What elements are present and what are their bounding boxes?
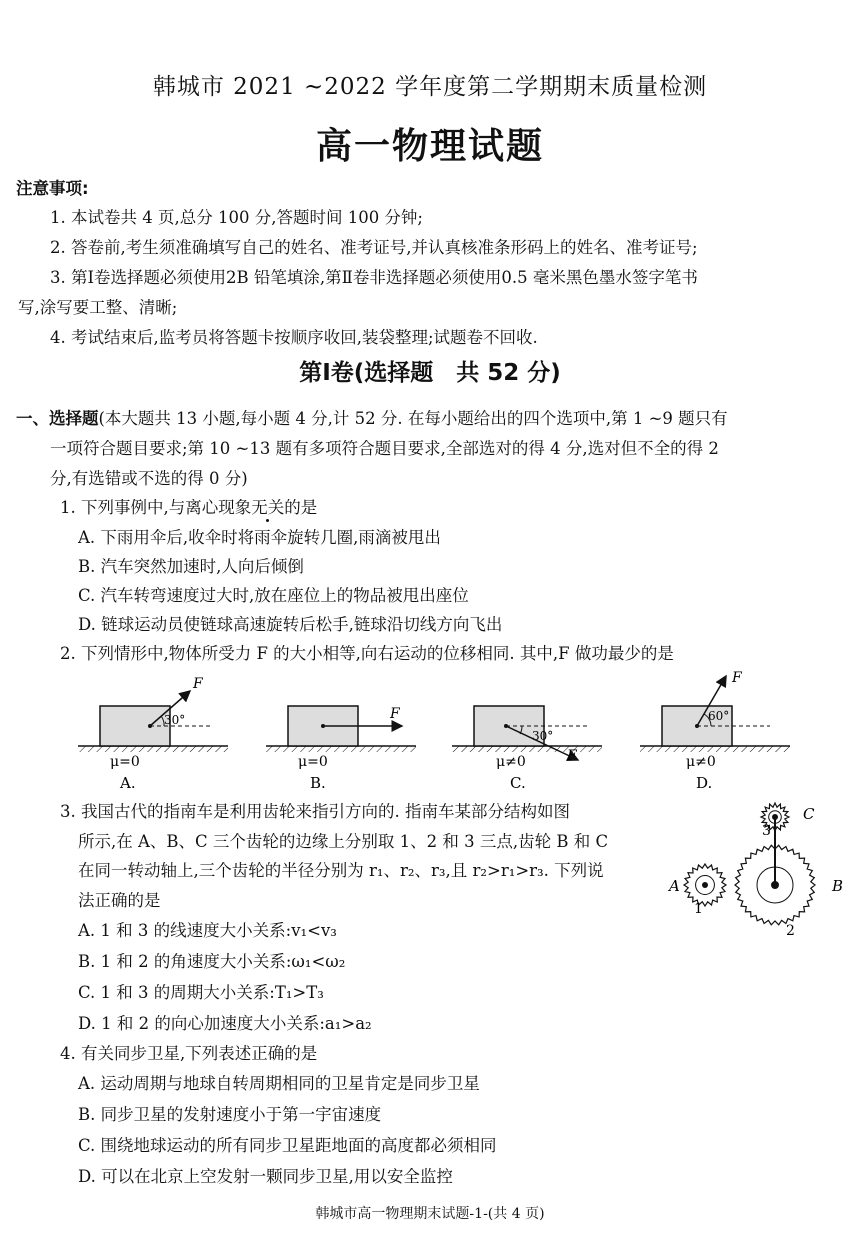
q1-stem [60,494,317,518]
q4-option-c: C. 围绕地球运动的所有同步卫星距地面的高度都必须相同 [78,1136,497,1155]
notice-item-3: 3. 第Ⅰ卷选择题必须使用2B 铅笔填涂,第Ⅱ卷非选择题必须使用0.5 毫米黑色墨水签字笔书 [50,268,698,287]
exam-title: 高一物理试题 [315,126,544,167]
q3-stem-line-4: 法正确的是 [78,891,161,910]
part1-intro-line-2: 一项符合题目要求;第 10 ~13 题有多项符合题目要求,全部选对的得 4 分,选对但不全的得 2 [50,439,719,458]
page-footer: 韩城市高一物理期末试题-1-(共 4 页) [315,1206,545,1222]
q1-option-c: C. 汽车转弯速度过大时,放在座位上的物品被甩出座位 [78,586,469,605]
q2-fig-d [640,670,790,792]
notice-item-3-cont: 写,涂写要工整、清晰; [18,298,178,317]
q4-option-d: D. 可以在北京上空发射一颗同步卫星,用以安全监控 [78,1167,453,1186]
q3-point-2-label: 2 [786,923,795,939]
q3-point-1-label: 1 [694,901,703,917]
q2-fig-a [78,676,228,792]
section-title: 第Ⅰ卷(选择题 共 52 分) [299,360,561,386]
q1-stem-pre: 1. 下列事例中,与离心现象 [60,498,252,517]
q1-stem-post: 的是 [284,498,318,517]
part1-intro-line-1 [16,405,728,429]
q2-c-angle-label: 30° [532,729,554,743]
q2-b-force-label: F [390,706,400,722]
notice-heading: 注意事项: [16,179,89,198]
q2-a-caption: A. [120,774,136,792]
q4-option-b: B. 同步卫星的发射速度小于第一宇宙速度 [78,1105,382,1124]
part1-label: 一、选择题 [16,409,99,428]
q2-d-angle-label: 60° [708,709,730,723]
q3-option-d: D. 1 和 2 的向心加速度大小关系:a₁>a₂ [78,1014,372,1033]
q2-c-caption: C. [510,774,526,792]
q2-force-diagrams [70,668,790,798]
part1-intro-line-3: 分,有选错或不选的得 0 分) [50,469,248,488]
q3-point-3-label: 3 [762,823,771,839]
q1-option-d: D. 链球运动员使链球高速旋转后松手,链球沿切线方向飞出 [78,615,503,634]
q2-fig-b [266,706,416,792]
q1-stem-emphasis: 无关 [251,498,285,517]
q2-c-force-label: F [567,748,577,764]
q2-c-mu-label: μ≠0 [496,754,526,770]
q2-d-mu-label: μ≠0 [686,754,716,770]
q1-option-b: B. 汽车突然加速时,人向后倾倒 [78,557,304,576]
q3-stem-line-3: 在同一转动轴上,三个齿轮的半径分别为 r₁、r₂、r₃,且 r₂>r₁>r₃. 下列说 [78,861,604,880]
notice-item-1: 1. 本试卷共 4 页,总分 100 分,答题时间 100 分钟; [50,208,423,227]
q3-option-c: C. 1 和 3 的周期大小关系:T₁>T₃ [78,983,324,1002]
q3-gear-c-label: C [803,805,815,823]
q2-d-force-label: F [732,670,742,686]
q2-fig-c [452,706,602,792]
q2-a-force-label: F [193,676,203,692]
part1-intro-text: (本大题共 13 小题,每小题 4 分,计 52 分. 在每小题给出的四个选项中,第 1 ~9 题只有 [98,409,728,428]
q2-b-mu-label: μ=0 [298,754,328,770]
exam-header: 韩城市 2021 ~2022 学年度第二学期期末质量检测 [152,74,708,100]
q2-stem: 2. 下列情形中,物体所受力 F 的大小相等,向右运动的位移相同. 其中,F 做功最少的是 [60,644,674,663]
q1-option-a: A. 下雨用伞后,收伞时将雨伞旋转几圈,雨滴被甩出 [78,528,441,547]
notice-item-2: 2. 答卷前,考生须准确填写自己的姓名、准考证号,并认真核准条形码上的姓名、准考证号; [50,238,698,257]
q3-gear-b-label: B [832,877,844,895]
q4-option-a: A. 运动周期与地球自转周期相同的卫星肯定是同步卫星 [78,1074,480,1093]
q3-gear-diagram [664,795,854,940]
q3-stem-line-2: 所示,在 A、B、C 三个齿轮的边缘上分别取 1、2 和 3 三点,齿轮 B 和 C [78,832,609,851]
q4-stem: 4. 有关同步卫星,下列表述正确的是 [60,1044,318,1063]
notice-item-4: 4. 考试结束后,监考员将答题卡按顺序收回,装袋整理;试题卷不回收. [50,328,538,347]
q3-gear-a-label: A [669,877,680,895]
q2-a-mu-label: μ=0 [110,754,140,770]
q2-a-angle-label: 30° [164,713,186,727]
q2-d-caption: D. [696,774,713,792]
q3-option-b: B. 1 和 2 的角速度大小关系:ω₁<ω₂ [78,952,346,971]
q3-stem-line-1: 3. 我国古代的指南车是利用齿轮来指引方向的. 指南车某部分结构如图 [60,802,570,821]
q2-b-caption: B. [310,774,326,792]
q3-option-a: A. 1 和 3 的线速度大小关系:v₁<v₃ [78,921,337,940]
